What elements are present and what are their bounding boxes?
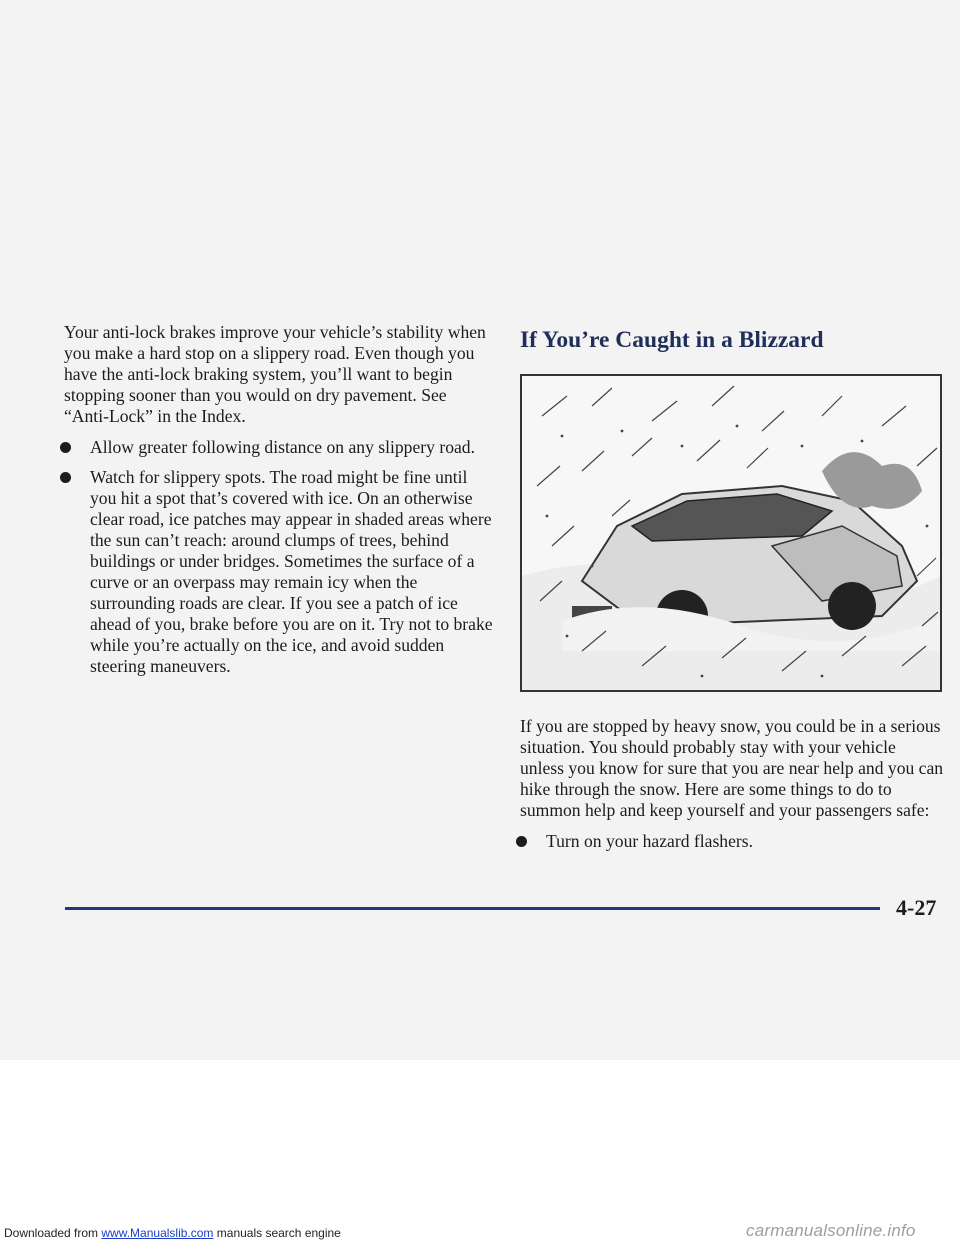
bullet-item [64,467,494,677]
section-heading: If You’re Caught in a Blizzard [520,327,824,353]
watermark: carmanualsonline.info [746,1221,916,1240]
blizzard-paragraph: If you are stopped by heavy snow, you could be in a serious situation. You should probably stay with your vehicle unless you know for sure that you are near help and you can hike through the snow. Here are some things to do to summon help and keep yourself and your passengers safe: [520,716,944,820]
download-footer [4,1226,341,1240]
snowbound-car-icon [522,376,940,690]
blizzard-illustration [520,374,942,692]
bullet-text: Turn on your hazard flashers. [546,831,754,851]
bullet-text: Watch for slippery spots. The road might be fine until you hit a spot that’s covered with ice. On an otherwise clear road, ice patches may appear in shaded areas where the sun can’t reach: around clumps of trees, behind buildings or under bridges. Sometimes the surface of a curve or an overpass may remain icy when the surrounding roads are clear. If you see a patch of ice ahead of you, brake before you are on it. Try not to brake while you’re actually on the ice, and avoid sudden steering maneuvers. [90,467,493,676]
bullet-item [520,831,944,852]
bullet-dot-icon [60,442,71,453]
car-wheel [828,582,876,630]
bullet-text: Allow greater following distance on any slippery road. [90,437,476,457]
car-window [632,494,832,541]
anti-lock-paragraph: Your anti-lock brakes improve your vehicle’s stability when you make a hard stop on a slippery road. Even though you have the anti-lock braking system, you’ll want to begin stopping sooner than you would on dry pavement. See “Anti-Lock” in the Index. [64,322,486,426]
right-column [520,326,944,861]
bullet-item [64,437,494,458]
page-rule [65,907,880,910]
footer-prefix: Downloaded from [4,1226,102,1240]
left-column [64,322,494,686]
page-number: 4-27 [896,895,937,920]
manualslib-link[interactable]: www.Manualslib.com [101,1226,214,1240]
bullet-dot-icon [60,472,71,483]
bullet-dot-icon [516,836,527,847]
footer-suffix: manuals search engine [213,1226,341,1240]
